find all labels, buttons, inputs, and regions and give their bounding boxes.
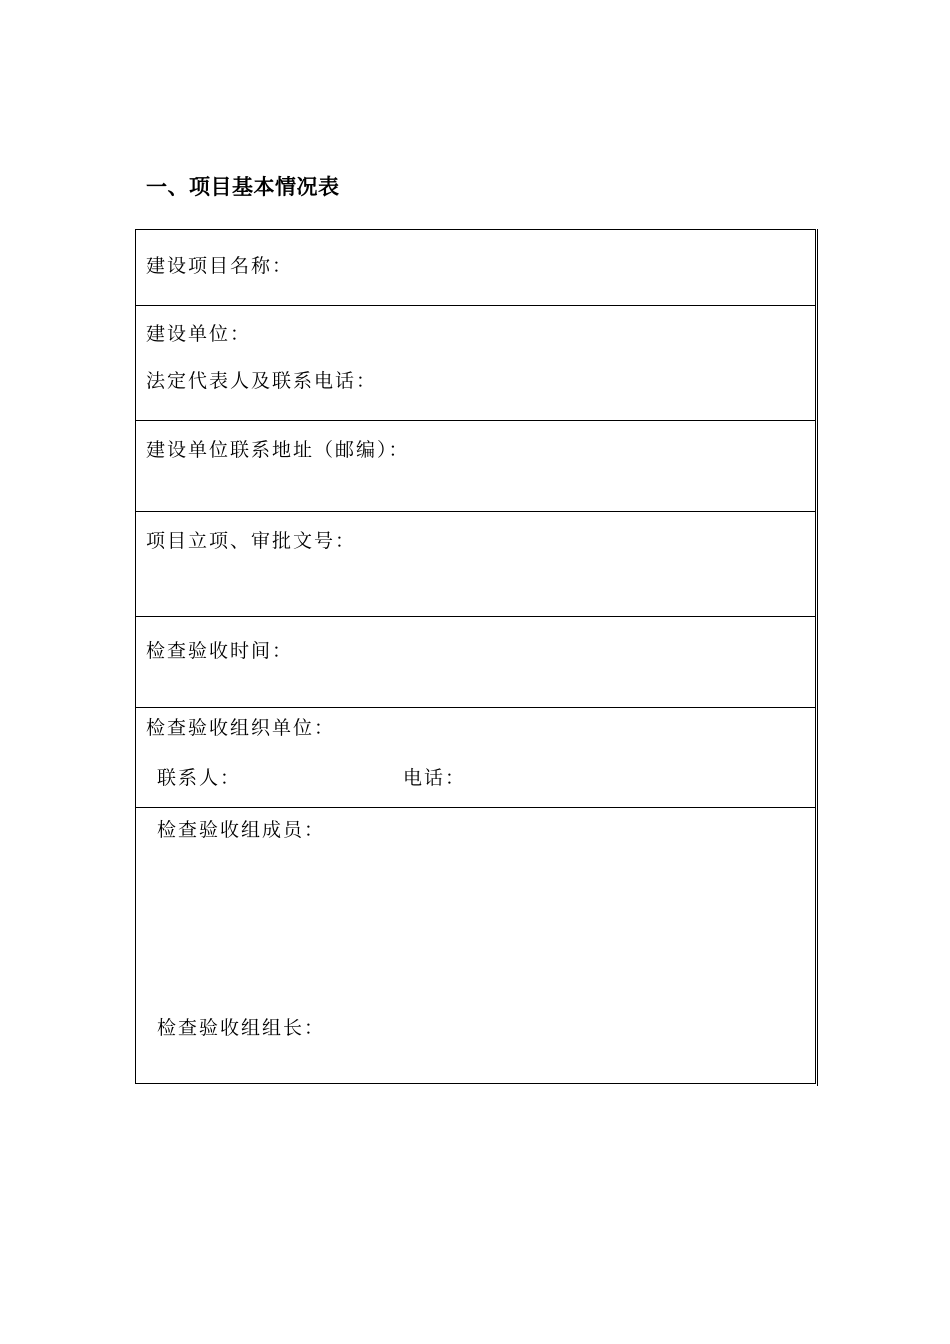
team-leader-label: 检查验收组组长：	[157, 1017, 326, 1039]
contact-person-label: 联系人：	[157, 767, 242, 789]
construction-unit-row[interactable]	[136, 306, 815, 421]
approval-no-label: 项目立项、审批文号：	[146, 530, 357, 552]
phone-label: 电话：	[403, 767, 467, 789]
inspection-time-label: 检查验收时间：	[146, 640, 294, 662]
inspection-time-row[interactable]	[136, 617, 815, 708]
unit-address-row[interactable]	[136, 421, 815, 512]
unit-address-label: 建设单位联系地址（邮编）：	[146, 439, 410, 461]
inspection-org-label: 检查验收组织单位：	[146, 717, 336, 739]
approval-no-row[interactable]	[136, 512, 815, 617]
project-name-row[interactable]	[136, 230, 815, 306]
legal-rep-label: 法定代表人及联系电话：	[146, 370, 378, 392]
team-members-label: 检查验收组成员：	[157, 819, 326, 841]
project-info-table	[135, 229, 816, 1084]
inspection-org-row[interactable]	[136, 708, 815, 808]
construction-unit-label: 建设单位：	[146, 323, 252, 345]
section-title: 一、项目基本情况表	[146, 175, 340, 199]
inspection-team-row[interactable]	[136, 808, 815, 1085]
project-name-label: 建设项目名称：	[146, 255, 294, 277]
